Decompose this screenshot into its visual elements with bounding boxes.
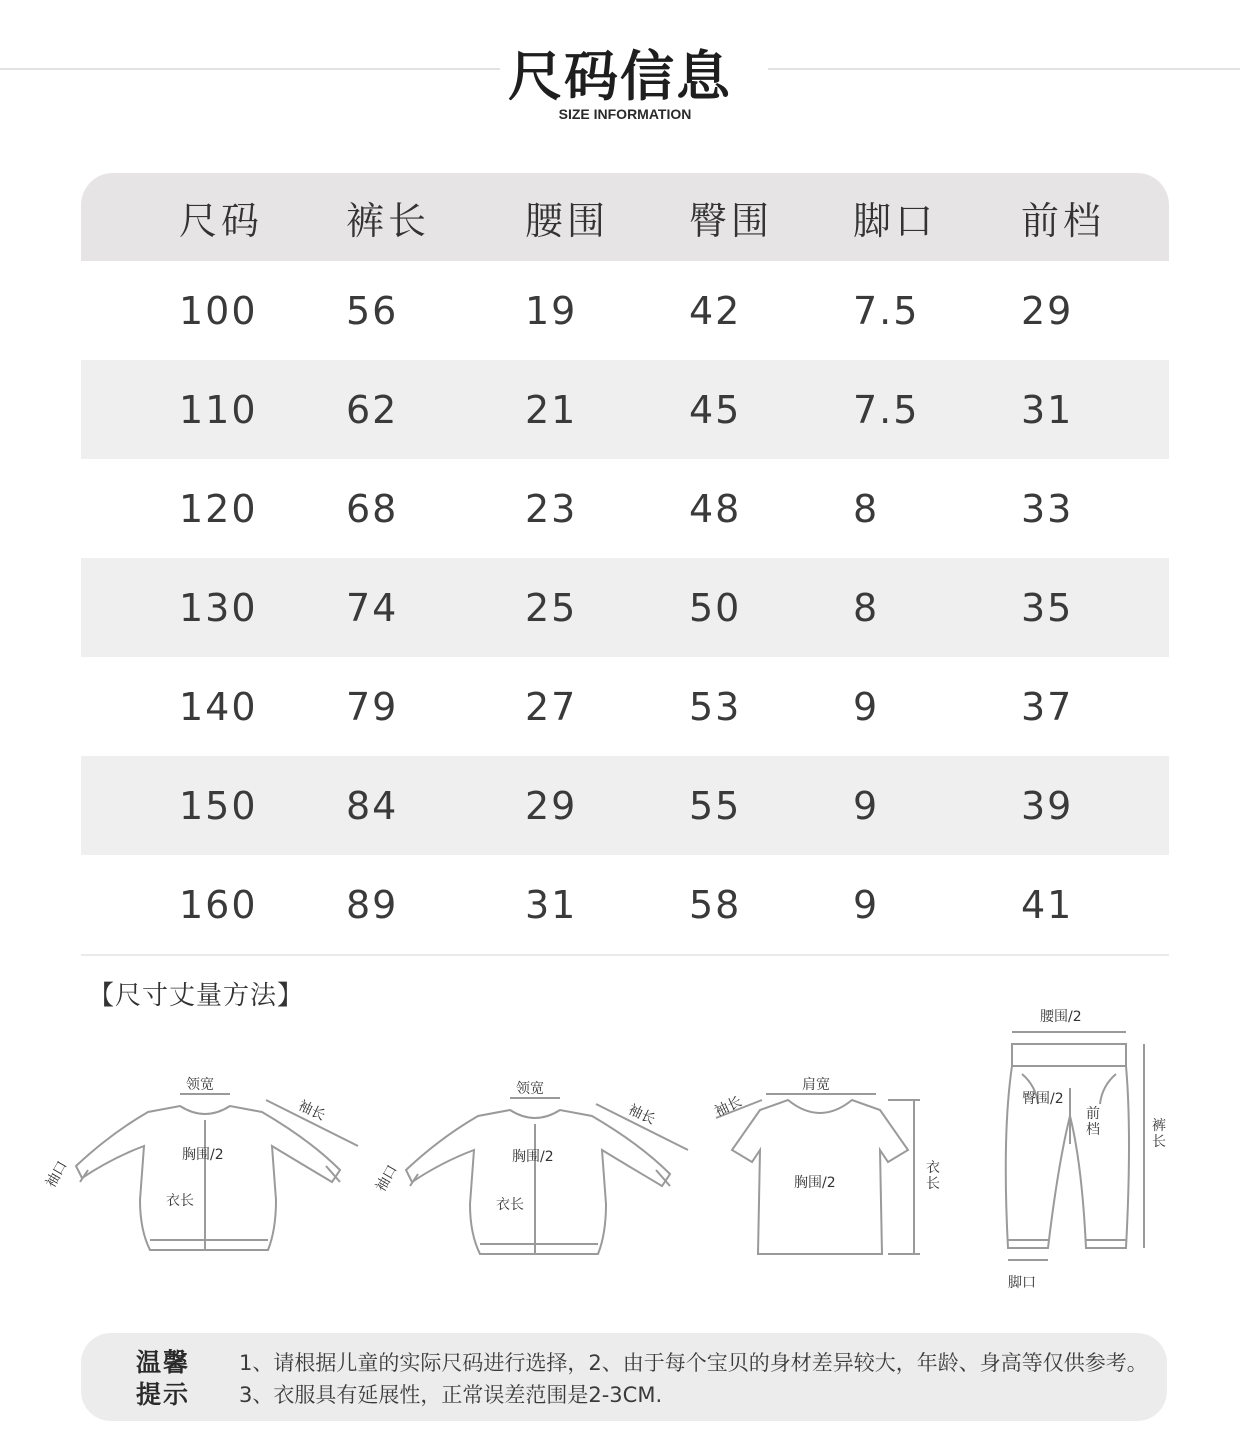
table-cell: 42 [689, 288, 742, 333]
pants-hip-label: 臀围/2 [1022, 1091, 1064, 1107]
jacket1-collar-label: 领宽 [186, 1077, 214, 1093]
table-cell: 79 [346, 684, 399, 729]
table-cell: 29 [1021, 288, 1074, 333]
table-cell: 35 [1021, 585, 1074, 630]
table-cell: 48 [689, 486, 742, 531]
size-table [81, 173, 1169, 956]
jacket2-cuff-label: 袖口 [372, 1162, 401, 1195]
jacket-diagram-2 [370, 1076, 700, 1276]
page-title: 尺码信息 [508, 45, 732, 108]
table-cell: 160 [179, 882, 258, 927]
table-cell: 130 [179, 585, 258, 630]
table-cell: 110 [179, 387, 258, 432]
column-header: 前档 [1021, 198, 1106, 243]
jacket1-chest-label: 胸围/2 [182, 1147, 224, 1163]
jacket2-collar-label: 领宽 [516, 1081, 544, 1097]
tshirt-diagram [710, 1070, 960, 1260]
table-bottom-line [81, 954, 1169, 956]
jacket-diagram-1 [40, 1070, 370, 1270]
table-cell: 120 [179, 486, 258, 531]
table-row [81, 855, 1169, 954]
column-header: 腰围 [525, 198, 610, 243]
pants-diagram [992, 1004, 1182, 1294]
column-header: 裤长 [346, 198, 431, 243]
tshirt-sleeve-label: 袖长 [712, 1093, 745, 1121]
table-cell: 89 [346, 882, 399, 927]
table-cell: 25 [525, 585, 578, 630]
tips-text: 1、请根据儿童的实际尺码进行选择，2、由于每个宝贝的身材差异较大，年龄、身高等仅供参考。3、衣服具有延展性，正常误差范围是2-3CM. [239, 1351, 1148, 1407]
page-subtitle: SIZE INFORMATION [558, 106, 692, 122]
tshirt-outline-icon [710, 1070, 960, 1260]
table-cell: 55 [689, 783, 742, 828]
table-cell: 29 [525, 783, 578, 828]
jacket1-sleeve-label: 袖长 [295, 1097, 328, 1125]
table-cell: 19 [525, 288, 578, 333]
table-cell: 62 [346, 387, 399, 432]
tips-box [81, 1333, 1167, 1421]
table-row [81, 657, 1169, 756]
table-cell: 37 [1021, 684, 1074, 729]
tshirt-length-label: 衣长 [926, 1160, 940, 1192]
jacket2-sleeve-label: 袖长 [625, 1101, 658, 1129]
jacket1-length-label: 衣长 [166, 1193, 194, 1209]
table-cell: 9 [853, 882, 880, 927]
table-cell: 45 [689, 387, 742, 432]
table-row [81, 459, 1169, 558]
table-row [81, 360, 1169, 459]
table-cell: 140 [179, 684, 258, 729]
table-cell: 21 [525, 387, 578, 432]
table-cell: 7.5 [853, 387, 920, 432]
table-cell: 31 [525, 882, 578, 927]
table-cell: 41 [1021, 882, 1074, 927]
table-cell: 31 [1021, 387, 1074, 432]
table-cell: 68 [346, 486, 399, 531]
table-cell: 9 [853, 684, 880, 729]
table-cell: 50 [689, 585, 742, 630]
table-cell: 8 [853, 585, 880, 630]
tips-label: 温馨提示 [136, 1348, 191, 1409]
table-cell: 8 [853, 486, 880, 531]
table-cell: 53 [689, 684, 742, 729]
table-cell: 39 [1021, 783, 1074, 828]
pants-length-label: 裤长 [1152, 1118, 1166, 1150]
column-header: 尺码 [179, 198, 264, 243]
pants-hem-label: 脚口 [1008, 1275, 1036, 1291]
table-row [81, 558, 1169, 657]
table-cell: 27 [525, 684, 578, 729]
measure-title: 【尺寸丈量方法】 [88, 981, 305, 1011]
table-cell: 33 [1021, 486, 1074, 531]
pants-waist-label: 腰围/2 [1040, 1009, 1082, 1025]
column-header: 臀围 [689, 198, 774, 243]
table-cell: 56 [346, 288, 399, 333]
jacket-outline-icon [40, 1070, 370, 1270]
jacket2-length-label: 衣长 [496, 1197, 524, 1213]
pants-rise-label: 前档 [1086, 1106, 1100, 1138]
table-cell: 100 [179, 288, 258, 333]
table-cell: 9 [853, 783, 880, 828]
column-header: 脚口 [853, 198, 938, 243]
table-cell: 58 [689, 882, 742, 927]
table-header [81, 173, 1169, 261]
table-cell: 84 [346, 783, 399, 828]
table-cell: 23 [525, 486, 578, 531]
tshirt-shoulder-label: 肩宽 [802, 1077, 830, 1093]
table-cell: 74 [346, 585, 399, 630]
table-row [81, 261, 1169, 360]
tshirt-chest-label: 胸围/2 [794, 1175, 836, 1191]
table-body [81, 261, 1169, 954]
table-cell: 7.5 [853, 288, 920, 333]
jacket1-cuff-label: 袖口 [42, 1158, 71, 1191]
table-row [81, 756, 1169, 855]
table-cell: 150 [179, 783, 258, 828]
jacket2-chest-label: 胸围/2 [512, 1149, 554, 1165]
